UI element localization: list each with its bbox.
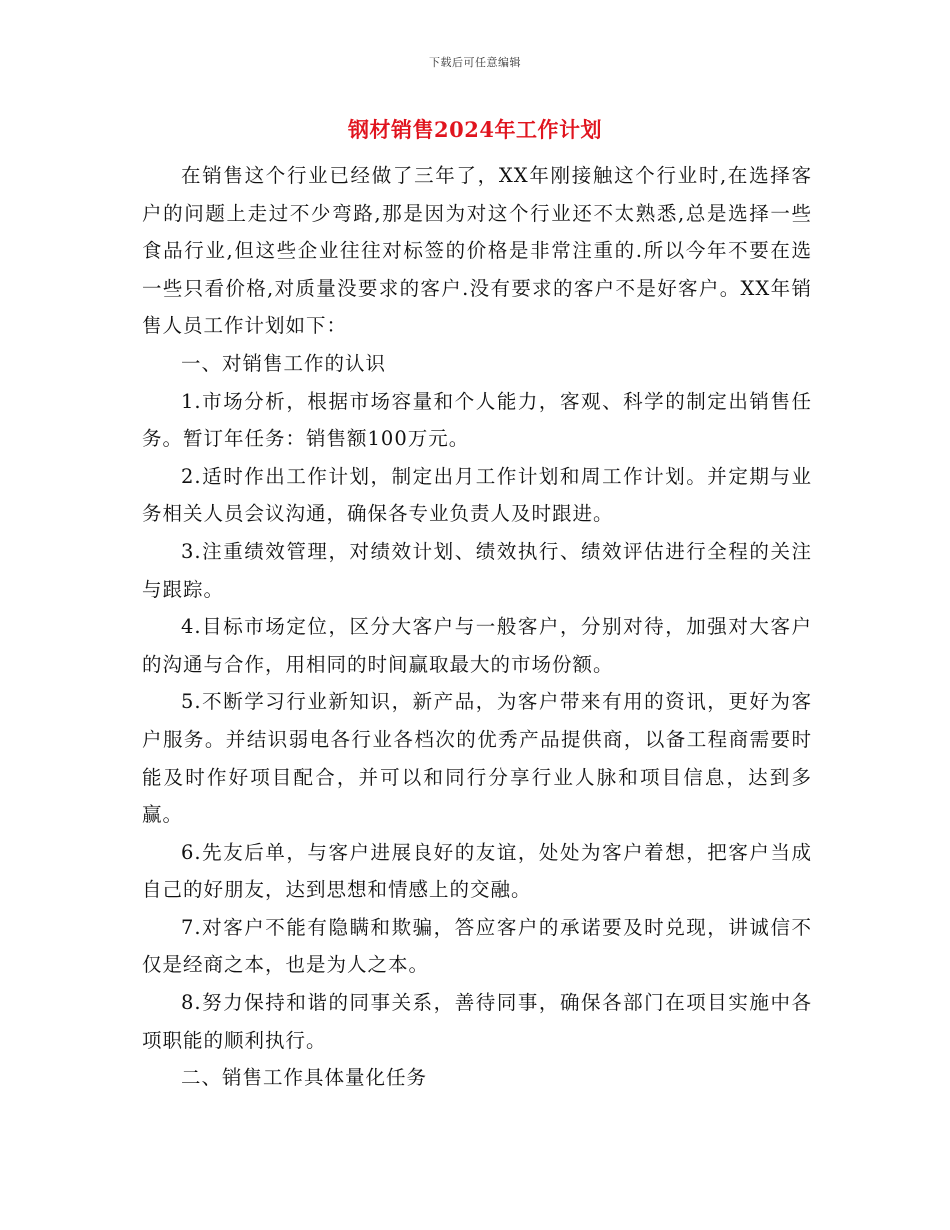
list-item-5: 5.不断学习行业新知识，新产品，为客户带来有用的资讯，更好为客户服务。并结识弱电各行业各档次的优秀产品提供商，以备工程商需要时能及时作好项目配合，并可以和同行分享行业人脉和项目信息，达到多赢。 — [142, 690, 812, 827]
list-item-6: 6.先友后单，与客户进展良好的友谊，处处为客户着想，把客户当成自己的好朋友，达到思想和情感上的交融。 — [142, 840, 812, 902]
section-heading-2: 二、销售工作具体量化任务 — [181, 1066, 428, 1090]
document-title: 钢材销售2024年工作计划 — [348, 117, 602, 142]
list-item-2: 2.适时作出工作计划，制定出月工作计划和周工作计划。并定期与业务相关人员会议沟通，确保各专业负责人及时跟进。 — [142, 464, 812, 526]
list-item-3: 3.注重绩效管理，对绩效计划、绩效执行、绩效评估进行全程的关注与跟踪。 — [142, 539, 812, 601]
list-item-8: 8.努力保持和谐的同事关系，善待同事，确保各部门在项目实施中各项职能的顺利执行。 — [142, 991, 812, 1052]
list-item-7: 7.对客户不能有隐瞒和欺骗，答应客户的承诺要及时兑现，讲诚信不仅是经商之本，也是为人之本。 — [142, 915, 812, 977]
document-body — [142, 157, 812, 1097]
list-item-1: 1.市场分析，根据市场容量和个人能力，客观、科学的制定出销售任务。暂订年任务：销售额100万元。 — [142, 389, 812, 451]
section-heading-1: 一、对销售工作的认识 — [181, 351, 387, 375]
page-header-note: 下载后可任意编辑 — [429, 56, 521, 69]
intro-paragraph: 在销售这个行业已经做了三年了，XX年刚接触这个行业时,在选择客户的问题上走过不少弯路,那是因为对这个行业还不太熟悉,总是选择一些食品行业,但这些企业往往对标签的价格是非常注重的.所以今年不要在选一些只看价格,对质量没要求的客户.没有要求的客户不是好客户。XX年销售人员工作计划如下： — [142, 164, 812, 338]
list-item-4: 4.目标市场定位，区分大客户与一般客户，分别对待，加强对大客户的沟通与合作，用相同的时间赢取最大的市场份额。 — [142, 615, 812, 676]
